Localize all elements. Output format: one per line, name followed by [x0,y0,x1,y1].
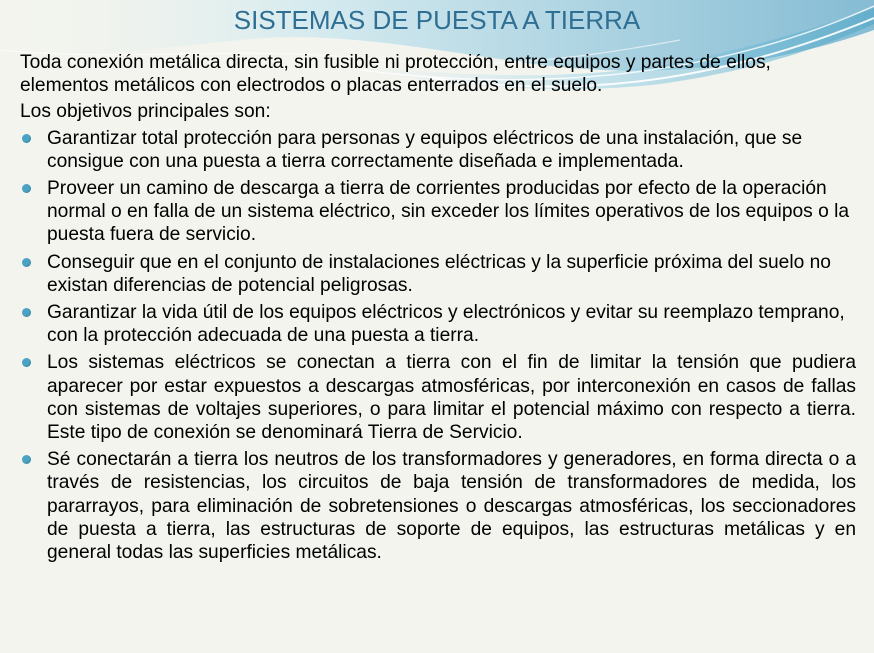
bullet-dot-icon [22,258,31,267]
list-item-text: Proveer un camino de descarga a tierra de corrientes producidas por efecto de la operación normal o en falla de un sistema eléctrico, sin exceder los límites operativos de los equipos o la puesta fuera de servicio. [47,178,850,246]
bullet-dot-icon [22,134,31,143]
bullet-dot-icon [22,455,31,464]
bullet-dot-icon [22,358,31,367]
objectives-list [20,127,856,565]
list-item-text: Garantizar total protección para personas y equipos eléctricos de una instalación, que se consigue con una puesta a tierra correctamente diseñada e implementada. [47,127,803,172]
list-item-text: Sé conectarán a tierra los neutros de los transformadores y generadores, en forma directa o a través de resistencias, los circuitos de baja tensión de transformadores de medida, los pararrayos, para eliminación de sobretensiones o descargas atmosféricas, los seccionadores de puesta a tierra, las estructuras de soporte de equipos, las estructuras metálicas y en general todas las superficies metálicas. [47,449,856,564]
list-item [20,127,856,173]
list-item-text: Garantizar la vida útil de los equipos eléctricos y electrónicos y evitar su reemplazo temprano, con la protección adecuada de una puesta a tierra. [47,302,845,347]
bullet-dot-icon [22,308,31,317]
objectives-heading: Los objetivos principales son: [20,101,271,123]
list-item [20,351,856,444]
list-item [20,251,856,297]
list-item-text: Conseguir que en el conjunto de instalaciones eléctricas y la superficie próxima del suelo no existan diferencias de potencial peligrosas. [47,251,831,296]
list-item [20,177,856,247]
bullet-dot-icon [22,184,31,193]
slide-title: SISTEMAS DE PUESTA A TIERRA [233,5,641,35]
intro-paragraph: Toda conexión metálica directa, sin fusible ni protección, entre equipos y partes de ellos, elementos metálicos con electrodos o placas enterrados en el suelo. [20,52,771,97]
list-item [20,448,856,564]
slide-body [20,51,856,568]
list-item [20,301,856,347]
list-item-text: Los sistemas eléctricos se conectan a tierra con el fin de limitar la tensión que pudiera aparecer por estar expuestos a descargas atmosféricas, por interconexión en casos de fallas con sistemas de voltajes superiores, o para limitar el potencial máximo con respecto a tierra. Este tipo de conexión se denominará Tierra de Servicio. [47,352,856,444]
